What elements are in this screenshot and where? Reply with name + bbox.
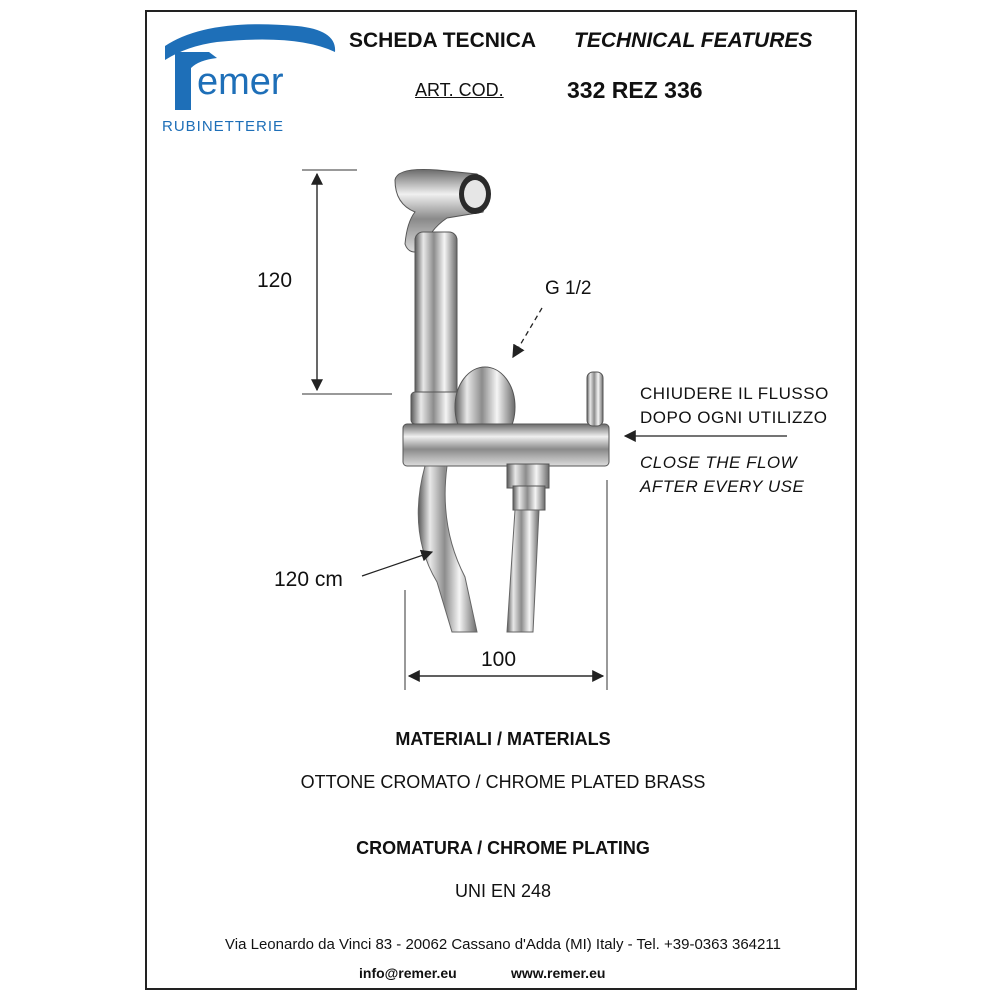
flow-note-it-line2: DOPO OGNI UTILIZZO <box>640 408 828 427</box>
article-code-label: ART. COD. <box>415 80 504 100</box>
hose-length-label: 120 cm <box>274 568 343 591</box>
article-code-value: 332 REZ 336 <box>567 77 703 103</box>
title-english: TECHNICAL FEATURES <box>574 29 813 52</box>
footer-email-link[interactable]: info@remer.eu <box>359 965 457 981</box>
plating-title: CROMATURA / CHROME PLATING <box>356 838 650 858</box>
materials-title: MATERIALI / MATERIALS <box>395 729 611 749</box>
brand-subtitle: RUBINETTERIE <box>162 118 285 135</box>
width-dimension: 100 <box>481 648 517 671</box>
plating-value: UNI EN 248 <box>454 881 552 901</box>
thread-label: G 1/2 <box>545 278 592 299</box>
flow-note-en-line2: AFTER EVERY USE <box>640 477 805 496</box>
flow-note-it-line1: CHIUDERE IL FLUSSO <box>640 384 829 403</box>
technical-sheet <box>145 10 857 990</box>
footer-website-link[interactable]: www.remer.eu <box>511 965 606 981</box>
materials-value: OTTONE CROMATO / CHROME PLATED BRASS <box>300 772 706 792</box>
title-italian: SCHEDA TECNICA <box>349 29 537 52</box>
height-dimension: 120 <box>257 269 293 292</box>
footer-address: Via Leonardo da Vinci 83 - 20062 Cassano d'Adda (MI) Italy - Tel. +39-0363 364211 <box>225 936 781 953</box>
flow-note-en-line1: CLOSE THE FLOW <box>640 453 798 472</box>
logo-wordmark: emer <box>197 61 284 103</box>
product-drawing <box>147 12 859 712</box>
